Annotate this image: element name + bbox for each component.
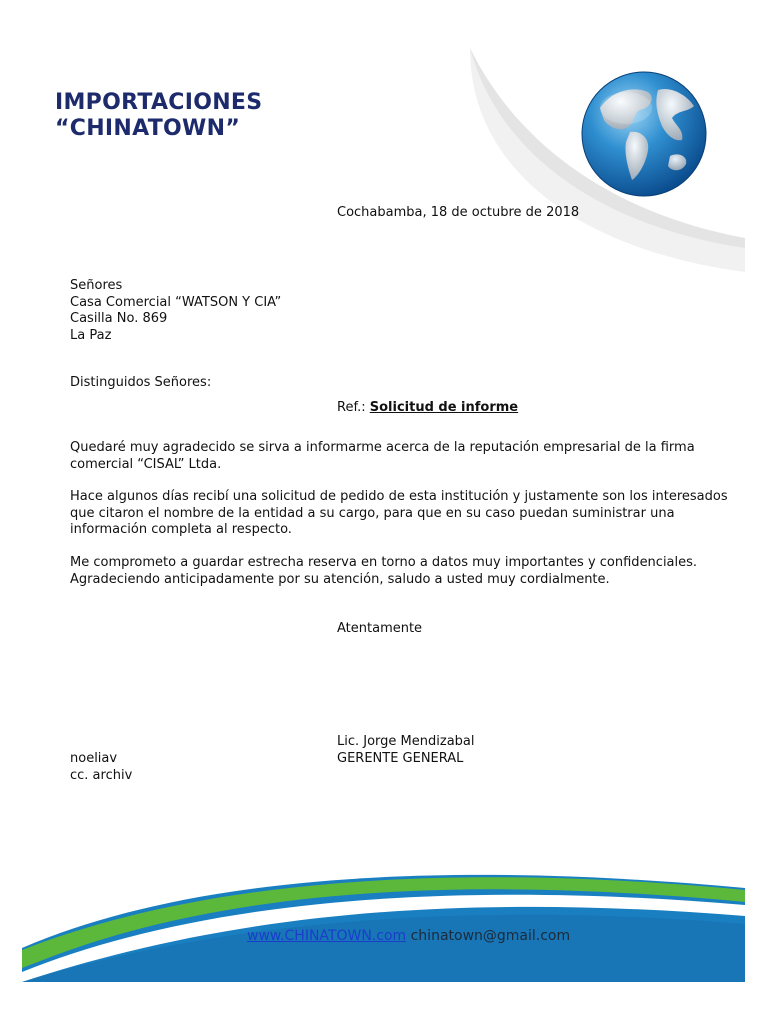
closing: Atentamente — [337, 621, 423, 636]
paragraph-line: Agradeciendo anticipadamente por su atención, saludo a usted muy cordialmente. — [70, 571, 610, 587]
cc-line: cc. archiv — [70, 767, 133, 783]
paragraph-line: Quedaré muy agradecido se sirva a informarme acerca de la reputación empresarial de la firma — [70, 440, 695, 455]
email-text: chinatown@gmail.com — [410, 928, 571, 944]
typist-initials: noeliav — [70, 751, 118, 766]
paragraph-line: Me comprometo a guardar estrecha reserva en torno a datos muy importantes y confidenciales. — [70, 555, 698, 570]
paragraph-line: información completa al respecto. — [70, 522, 292, 537]
recipient-line: Casa Comercial “WATSON Y CIA” — [70, 294, 282, 310]
paragraph-line: que citaron el nombre de la entidad a su cargo, para que en su caso puedan suministrar una — [70, 505, 675, 521]
paragraph-line: Hace algunos días recibí una solicitud de pedido de esta institución y justamente son los interesados — [70, 489, 728, 504]
date-line: Cochabamba, 18 de octubre de 2018 — [337, 205, 580, 220]
website-link[interactable]: www.CHINATOWN.com — [247, 928, 407, 944]
ref-label: Ref.: — [337, 400, 366, 415]
company-name-line2: “CHINATOWN” — [55, 116, 241, 141]
ref-subject: Solicitud de informe — [369, 400, 519, 415]
signer-name: Lic. Jorge Mendizabal — [337, 734, 475, 749]
recipient-line: La Paz — [70, 327, 112, 343]
salutation: Distinguidos Señores: — [70, 375, 212, 390]
company-name-line1: IMPORTACIONES — [55, 90, 263, 115]
recipient-line: Señores — [70, 278, 123, 293]
signer-title: GERENTE GENERAL — [337, 750, 464, 766]
recipient-line: Casilla No. 869 — [70, 311, 168, 326]
paragraph-line: comercial “CISAL” Ltda. — [70, 456, 222, 472]
footer-contact — [247, 928, 570, 945]
